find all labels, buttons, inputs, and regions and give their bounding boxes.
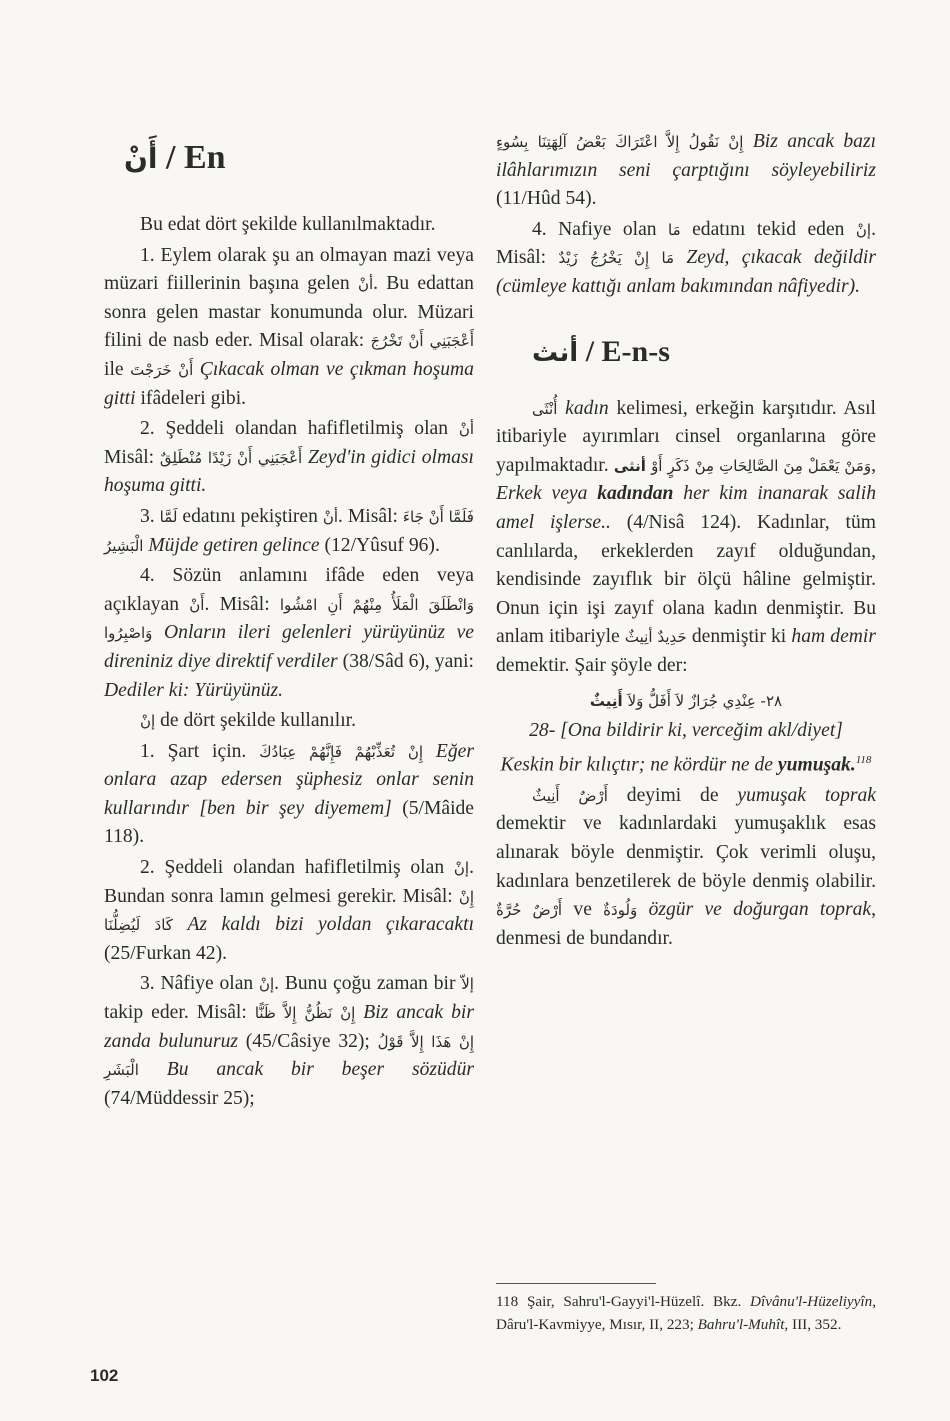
- heading-arabic: أنث: [532, 337, 579, 368]
- entry-heading-en: [124, 136, 474, 181]
- paragraph-usage-1: 1. Eylem olarak şu an olmayan mazi veya müzari fiillerinin başına gelen أنْ. Bu edattan sonra gelen mastar konumunda olur. Müzari filini de nasb eder. Misal olarak: أَعْجَبَنِي أَنْ تَخْرُجَ ile أَنْ خَرَجْتَ Çıkacak olman ve çıkman hoşuma gitti ifâdeleri gibi.: [104, 244, 474, 409]
- paragraph-in-2: 2. Şeddeli olandan hafifletilmiş olan إنْ. Bundan sonra lamın gelmesi gerekir. Misâl: إِنْ كَادَ لَيُضِلُّنَا Az kaldı bizi yoldan çıkaracaktı (25/Furkan 42).: [104, 857, 475, 964]
- paragraph-in-4: 4. Nafiye olan مَا edatını tekid eden إنْ. Misâl: مَا إِنْ يَخْرُجُ زَيْدٌ Zeyd, çıkacak değildir (cümleye kattığı anlam bakımından nâfiyedir).: [496, 218, 877, 297]
- heading-latin: / E-n-s: [585, 334, 670, 368]
- poem-arabic: ٢٨- عِنْدِي جُرَازٌ لاَ أَفَلُّ وَلاَ أَنِيثٌ: [589, 691, 783, 710]
- heading-arabic: أَنْ: [124, 142, 158, 175]
- heading-latin: / En: [166, 139, 226, 176]
- page-number: 102: [90, 1366, 119, 1385]
- left-column: [104, 118, 474, 1113]
- paragraph-usage-2: 2. Şeddeli olandan hafifletilmiş olan أنْ Misâl: أَعْجَبَنِي أَنْ زَيْدًا مُنْطَلِقٌ Zeyd'in gidici olması hoşuma gitti.: [104, 418, 474, 497]
- paragraph-usage-4: 4. Sözün anlamını ifâde eden veya açıklayan أَنْ. Misâl: وَانْطَلَقَ الْمَلَأُ مِنْهُمْ أَنِ امْشُوا وَاصْبِرُوا Onların ileri gelenleri yürüyünüz ve direniniz diye direktif verdiler (38/Sâd 6), yani: Dediler ki: Yürüyünüz.: [104, 565, 474, 701]
- entry-heading-ens: [532, 332, 876, 373]
- poem-line-2: Keskin bir kılıçtır; ne kördür ne de yumuşak.$^{118}$: [500, 753, 872, 776]
- paragraph-continued: إِنْ نَقُولُ إِلاَّ اعْتَرَاكَ بَعْضُ آلِهَتِنَا بِسُوءٍ Biz ancak bazı ilâhlarımızın seni çarptığını söyleyebiliriz (11/Hûd 54).: [496, 131, 877, 210]
- paragraph-in-1: 1. Şart için. إِنْ تُعَذِّبْهُمْ فَإِنَّهُمْ عِبَادُكَ Eğer onlara azap edersen şüphesiz onlar senin kullarındır [ben bir şey diyemem] (5/Mâide 118).: [104, 740, 475, 848]
- footnote-divider: [496, 1283, 656, 1284]
- paragraph-in-intro: إنْ de dört şekilde kullanılır.: [140, 710, 356, 732]
- paragraph-intro: Bu edat dört şekilde kullanılmaktadır.: [140, 214, 436, 235]
- paragraph-ardun-anis: أَرْضٌ أَنِيثٌ deyimi de yumuşak toprak demektir ve kadınlardaki yumuşaklık esas alınarak böyle denmiştir. Çok verimli oluşu, kadınlara benzetilerek de böyle denmiş olabilir. أَرْضٌ حُرَّةٌ ve وَلُودَةٌ özgür ve doğurgan toprak, denmesi de bundandır.: [496, 784, 877, 949]
- poem-line-1: 28- [Ona bildirir ki, verceğim akl/diyet]: [529, 720, 843, 742]
- right-column: [496, 128, 876, 953]
- paragraph-in-3: 3. Nâfiye olan إنْ. Bunu çoğu zaman bir إلاّ takip eder. Misâl: إِنْ نَظُنُّ إِلاَّ ظَنًّا Biz ancak bir zanda bulunuruz (45/Câsiye 32); إِنْ هَذَا إِلاَّ قَوْلُ الْبَشَرِ Bu ancak bir beşer sözüdür (74/Müddessir 25);: [104, 973, 475, 1109]
- footnote-118: 118 Şair, Sahru'l-Gayyi'l-Hüzelî. Bkz. Dîvânu'l-Hüzeliyyîn, Dâru'l-Kavmiyye, Mısır, II, 223; Bahru'l-Muhît, III, 352.: [496, 1293, 877, 1333]
- paragraph-usage-3: 3. لَمَّا edatını pekiştiren أنْ. Misâl: فَلَمَّا أَنْ جَاءَ الْبَشِيرُ Müjde getiren gelince (12/Yûsuf 96).: [104, 505, 474, 556]
- paragraph-unsa: أُنْثَى kadın kelimesi, erkeğin karşıtıdır. Asıl itibariyle ayırımları cinsel organlarına göre yapılmaktadır. وَمَنْ يَعْمَلْ مِنَ الصَّالِحَاتِ مِنْ ذَكَرٍ أَوْ أنثى , Erkek veya kadından her kim inanarak salih amel işlerse.. (4/Nisâ 124). Kadınlar, tüm canlılarda, erkeklerden zayıf olduğundan, kendisinde zayıflık bir ölçü hâline gelmiştir. Onun için işi zayıf olana kadın denmiştir. Bu anlam itibariyle حَدِيدٌ أنِيثٌ denmiştir ki ham demir demektir. Şair şöyle der:: [496, 397, 876, 676]
